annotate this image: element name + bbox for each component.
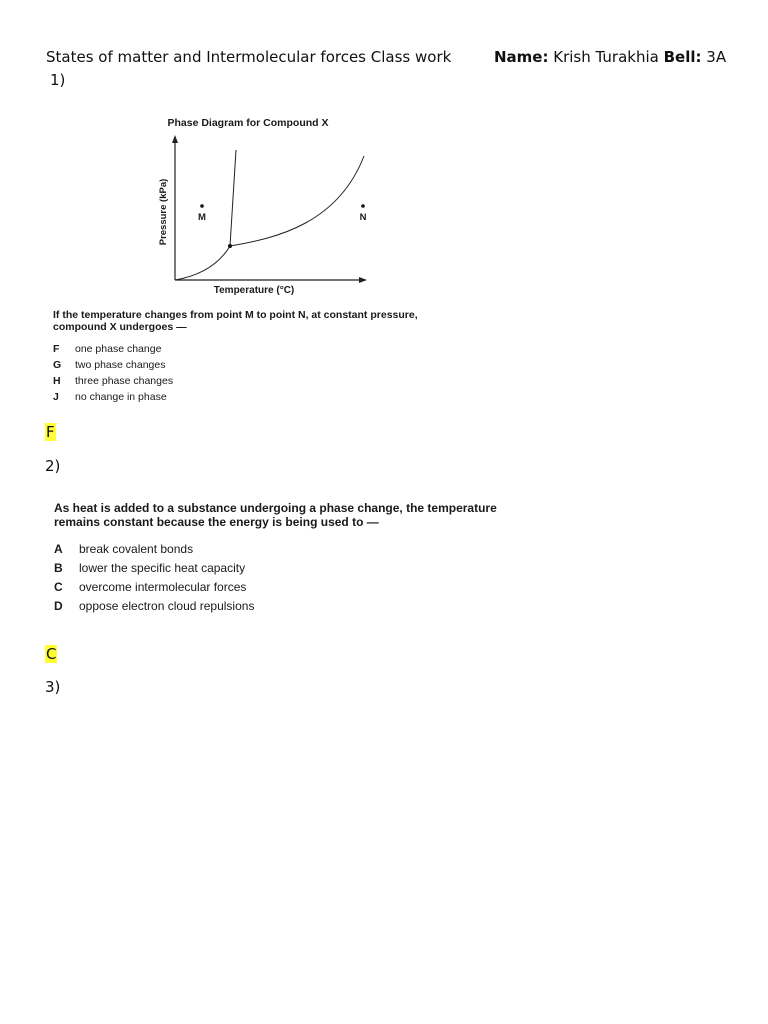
triple-point <box>228 244 232 248</box>
choice-letter: J <box>53 391 59 403</box>
choice-text: overcome intermolecular forces <box>79 580 247 594</box>
vaporization-curve <box>230 156 364 246</box>
choice-text: three phase changes <box>75 375 174 387</box>
choice-text: no change in phase <box>75 391 167 403</box>
question-2-choice-d <box>54 599 254 613</box>
question-1-stem-line-1: If the temperature changes from point M to point N, at constant pressure, <box>53 309 418 321</box>
question-2-stem <box>54 501 497 529</box>
x-axis-label: Temperature (°C) <box>213 285 295 296</box>
choice-text: break covalent bonds <box>79 542 194 556</box>
question-1-stem <box>53 309 418 333</box>
point-m-label: M <box>198 212 206 223</box>
question-1-choice-j <box>53 391 167 403</box>
name-label: Name: <box>494 48 549 66</box>
x-axis-arrow <box>359 277 367 283</box>
y-axis-arrow <box>172 135 178 143</box>
phase-diagram-title: Phase Diagram for Compound X <box>167 117 329 129</box>
question-1-answer-wrap <box>45 422 56 441</box>
question-2-answer: C <box>46 645 57 663</box>
point-m-dot <box>200 204 204 208</box>
student-info <box>494 48 726 66</box>
choice-letter: H <box>53 375 61 387</box>
question-2-choice-c <box>54 580 246 594</box>
point-n-label: N <box>359 212 367 223</box>
phase-diagram <box>48 108 480 298</box>
choice-letter: G <box>53 359 62 371</box>
question-2-figure <box>48 496 538 620</box>
question-3-number: 3) <box>45 678 61 696</box>
point-n-dot <box>361 204 365 208</box>
choice-letter: C <box>54 580 63 594</box>
question-1-choice-f <box>53 343 161 355</box>
choice-letter: D <box>54 599 63 613</box>
choice-text: lower the specific heat capacity <box>79 561 246 575</box>
question-1-choice-h <box>53 375 173 387</box>
melting-curve <box>230 150 236 246</box>
choice-letter: A <box>54 542 63 556</box>
question-1-number: 1) <box>50 71 66 89</box>
question-2-answer-wrap <box>45 644 57 663</box>
choice-text: one phase change <box>75 343 162 355</box>
y-axis-label: Pressure (kPa) <box>158 178 169 246</box>
bell-label: Bell: <box>663 48 702 66</box>
question-1-figure <box>48 108 480 404</box>
choice-text: oppose electron cloud repulsions <box>79 599 255 613</box>
choice-letter: F <box>53 343 60 355</box>
choice-text: two phase changes <box>75 359 166 371</box>
question-1-stem-line-2: compound X undergoes — <box>53 321 187 333</box>
question-2-number: 2) <box>45 457 61 475</box>
question-1-choice-g <box>53 359 165 371</box>
bell-value: 3A <box>706 48 727 66</box>
name-value: Krish Turakhia <box>553 48 659 66</box>
choice-letter: B <box>54 561 63 575</box>
question-2-stem-line-2: remains constant because the energy is being used to — <box>54 515 379 529</box>
question-2-choice-b <box>54 561 245 575</box>
question-2-choice-a <box>54 542 193 556</box>
question-2-stem-line-1: As heat is added to a substance undergoing a phase change, the temperature <box>54 501 497 515</box>
sublimation-curve <box>175 246 230 280</box>
worksheet-title: States of matter and Intermolecular forces Class work <box>46 48 452 66</box>
question-1-answer: F <box>46 423 55 441</box>
